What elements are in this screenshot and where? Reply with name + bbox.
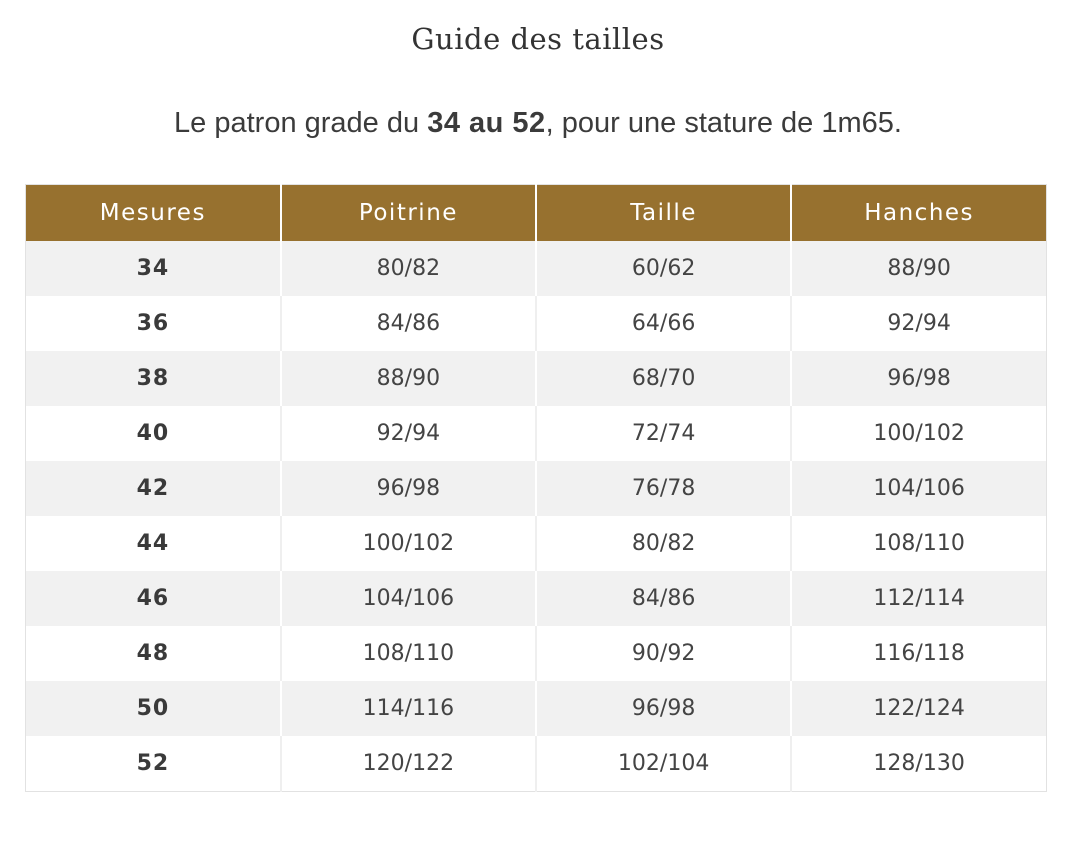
poitrine-cell: 84/86	[281, 296, 536, 351]
size-cell: 42	[26, 461, 281, 516]
table-row	[26, 626, 1047, 681]
subtitle	[0, 107, 1076, 140]
taille-cell: 64/66	[536, 296, 791, 351]
table-row	[26, 516, 1047, 571]
taille-cell: 96/98	[536, 681, 791, 736]
taille-cell: 90/92	[536, 626, 791, 681]
table-row	[26, 351, 1047, 406]
hanches-cell: 88/90	[791, 241, 1046, 296]
table-row	[26, 571, 1047, 626]
poitrine-cell: 92/94	[281, 406, 536, 461]
taille-cell: 84/86	[536, 571, 791, 626]
size-cell: 50	[26, 681, 281, 736]
hanches-cell: 104/106	[791, 461, 1046, 516]
poitrine-cell: 96/98	[281, 461, 536, 516]
table-row	[26, 461, 1047, 516]
size-cell: 44	[26, 516, 281, 571]
size-cell: 52	[26, 736, 281, 792]
column-header-mesures: Mesures	[26, 185, 281, 242]
taille-cell: 102/104	[536, 736, 791, 792]
column-header-hanches: Hanches	[791, 185, 1046, 242]
size-cell: 48	[26, 626, 281, 681]
hanches-cell: 92/94	[791, 296, 1046, 351]
taille-cell: 80/82	[536, 516, 791, 571]
table-row	[26, 406, 1047, 461]
taille-cell: 72/74	[536, 406, 791, 461]
size-cell: 38	[26, 351, 281, 406]
taille-cell: 60/62	[536, 241, 791, 296]
page-title: Guide des tailles	[411, 22, 665, 56]
table-row	[26, 736, 1047, 792]
size-chart-table	[25, 184, 1047, 792]
poitrine-cell: 114/116	[281, 681, 536, 736]
table-header-row	[26, 185, 1047, 242]
poitrine-cell: 100/102	[281, 516, 536, 571]
hanches-cell: 112/114	[791, 571, 1046, 626]
table-row	[26, 241, 1047, 296]
size-cell: 36	[26, 296, 281, 351]
hanches-cell: 128/130	[791, 736, 1046, 792]
poitrine-cell: 108/110	[281, 626, 536, 681]
subtitle-prefix: Le patron grade du	[174, 107, 428, 139]
poitrine-cell: 80/82	[281, 241, 536, 296]
taille-cell: 76/78	[536, 461, 791, 516]
poitrine-cell: 104/106	[281, 571, 536, 626]
poitrine-cell: 88/90	[281, 351, 536, 406]
column-header-poitrine: Poitrine	[281, 185, 536, 242]
hanches-cell: 100/102	[791, 406, 1046, 461]
taille-cell: 68/70	[536, 351, 791, 406]
size-cell: 40	[26, 406, 281, 461]
poitrine-cell: 120/122	[281, 736, 536, 792]
size-cell: 46	[26, 571, 281, 626]
column-header-taille: Taille	[536, 185, 791, 242]
table-row	[26, 296, 1047, 351]
subtitle-range: 34 au 52	[427, 107, 546, 139]
size-cell: 34	[26, 241, 281, 296]
hanches-cell: 96/98	[791, 351, 1046, 406]
hanches-cell: 108/110	[791, 516, 1046, 571]
hanches-cell: 116/118	[791, 626, 1046, 681]
hanches-cell: 122/124	[791, 681, 1046, 736]
subtitle-suffix: , pour une stature de 1m65.	[545, 107, 902, 139]
table-row	[26, 681, 1047, 736]
